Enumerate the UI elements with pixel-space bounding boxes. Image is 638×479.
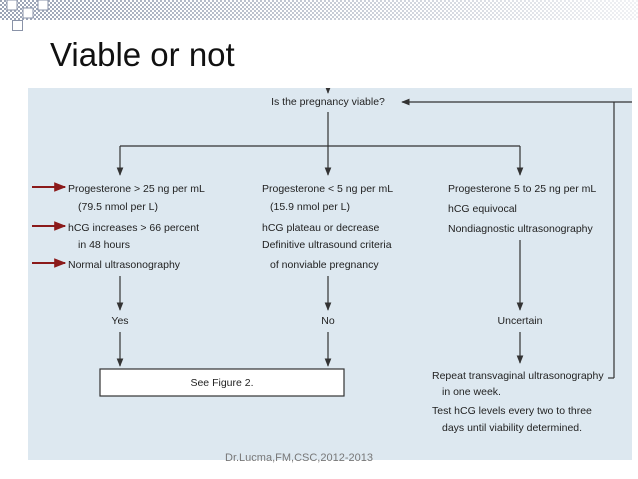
viability-flowchart [28,88,632,460]
uncertain-action-line-3: Test hCG levels every two to three [432,405,592,417]
branch-2-line-4: Definitive ultrasound criteria [262,239,392,251]
branch-2-line-1: Progesterone < 5 ng per mL [262,183,394,195]
see-figure-label: See Figure 2. [190,377,254,389]
slide-footer: Dr.Lucma,FM,CSC,2012-2013 [225,452,373,464]
header-square-1 [7,0,17,10]
question-text: Is the pregnancy viable? [271,96,385,108]
branch-2-line-3: hCG plateau or decrease [262,222,380,234]
branch-1-line-1: Progesterone > 25 ng per mL [68,183,205,195]
branch-1-line-2: (79.5 nmol per L) [78,201,158,213]
uncertain-action-line-4: days until viability determined. [442,422,583,434]
header-square-5 [12,20,23,31]
branch-2-line-5: of nonviable pregnancy [270,259,379,271]
outcome-no: No [321,315,335,327]
uncertain-action-line-2: in one week. [442,386,501,398]
slide-title: Viable or not [50,36,235,73]
branch-2-line-2: (15.9 nmol per L) [270,201,350,213]
branch-3-line-1: Progesterone 5 to 25 ng per mL [448,183,597,195]
outcome-uncertain: Uncertain [497,315,543,327]
uncertain-action-line-1: Repeat transvaginal ultrasonography [432,370,604,382]
branch-1-line-4: in 48 hours [78,239,130,251]
branch-3-line-2: hCG equivocal [448,203,517,215]
branch-3-line-3: Nondiagnostic ultrasonography [448,223,593,235]
header-square-3 [38,0,48,10]
decorative-header-bar [0,0,638,22]
header-square-2 [23,8,33,18]
outcome-yes: Yes [111,315,129,327]
branch-1-line-5: Normal ultrasonography [68,259,181,271]
branch-1-line-3: hCG increases > 66 percent [68,222,200,234]
